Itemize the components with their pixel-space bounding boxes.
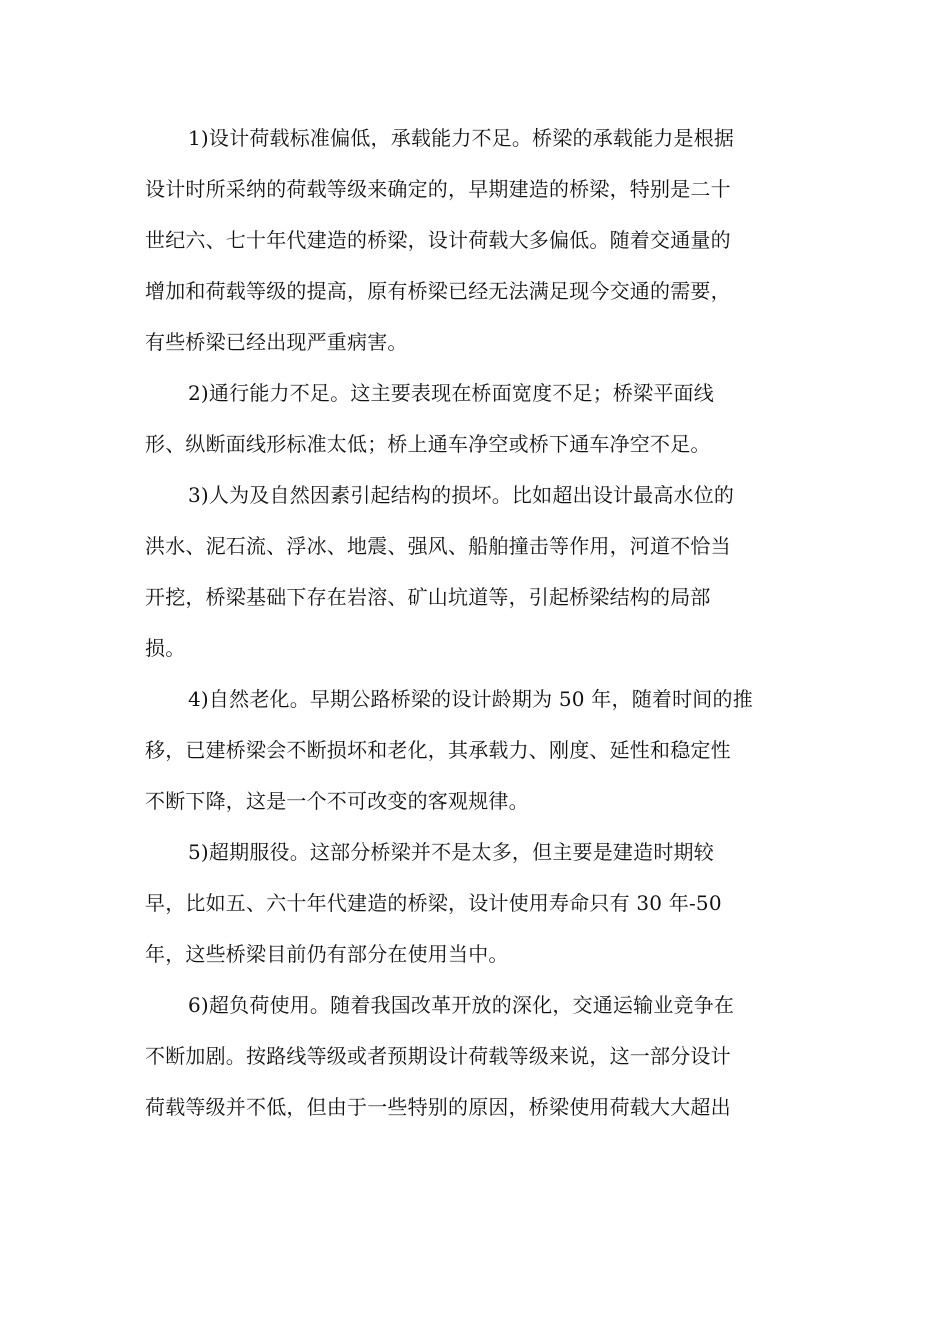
text-line: 1)设计荷载标准偏低，承载能力不足。桥梁的承载能力是根据 bbox=[188, 126, 735, 150]
text-line: 荷载等级并不低，但由于一些特别的原因，桥梁使用荷载大大超出 bbox=[145, 1095, 731, 1119]
text-line: 5)超期服役。这部分桥梁并不是太多，但主要是建造时期较 bbox=[188, 840, 714, 864]
text-line: 形、纵断面线形标准太低；桥上通车净空或桥下通车净空不足。 bbox=[145, 432, 711, 456]
text-line: 2)通行能力不足。这主要表现在桥面宽度不足；桥梁平面线 bbox=[188, 381, 714, 405]
text-line: 开挖，桥梁基础下存在岩溶、矿山坑道等，引起桥梁结构的局部 bbox=[145, 585, 711, 609]
text-line: 早，比如五、六十年代建造的桥梁，设计使用寿命只有 30 年-50 bbox=[145, 891, 722, 915]
text-line: 洪水、泥石流、浮冰、地震、强风、船舶撞击等作用，河道不恰当 bbox=[145, 534, 731, 558]
text-line: 移，已建桥梁会不断损坏和老化，其承载力、刚度、延性和稳定性 bbox=[145, 738, 731, 762]
text-line: 4)自然老化。早期公路桥梁的设计龄期为 50 年，随着时间的推 bbox=[188, 687, 753, 711]
paragraph-2 bbox=[145, 368, 805, 470]
document-body bbox=[145, 113, 805, 1133]
text-line: 不断下降，这是一个不可改变的客观规律。 bbox=[145, 789, 529, 813]
text-line: 3)人为及自然因素引起结构的损坏。比如超出设计最高水位的 bbox=[188, 483, 735, 507]
text-line: 6)超负荷使用。随着我国改革开放的深化，交通运输业竞争在 bbox=[188, 993, 735, 1017]
text-line: 有些桥梁已经出现严重病害。 bbox=[145, 330, 408, 354]
text-line: 年，这些桥梁目前仍有部分在使用当中。 bbox=[145, 942, 509, 966]
text-line: 增加和荷载等级的提高，原有桥梁已经无法满足现今交通的需要， bbox=[145, 279, 731, 303]
paragraph-3 bbox=[145, 470, 805, 674]
paragraph-1 bbox=[145, 113, 805, 368]
text-line: 设计时所采纳的荷载等级来确定的，早期建造的桥梁，特别是二十 bbox=[145, 177, 731, 201]
text-line: 世纪六、七十年代建造的桥梁，设计荷载大多偏低。随着交通量的 bbox=[145, 228, 731, 252]
paragraph-5 bbox=[145, 827, 805, 980]
paragraph-4 bbox=[145, 674, 805, 827]
text-line: 不断加剧。按路线等级或者预期设计荷载等级来说，这一部分设计 bbox=[145, 1044, 731, 1068]
paragraph-6 bbox=[145, 980, 805, 1133]
text-line: 损。 bbox=[145, 636, 186, 660]
